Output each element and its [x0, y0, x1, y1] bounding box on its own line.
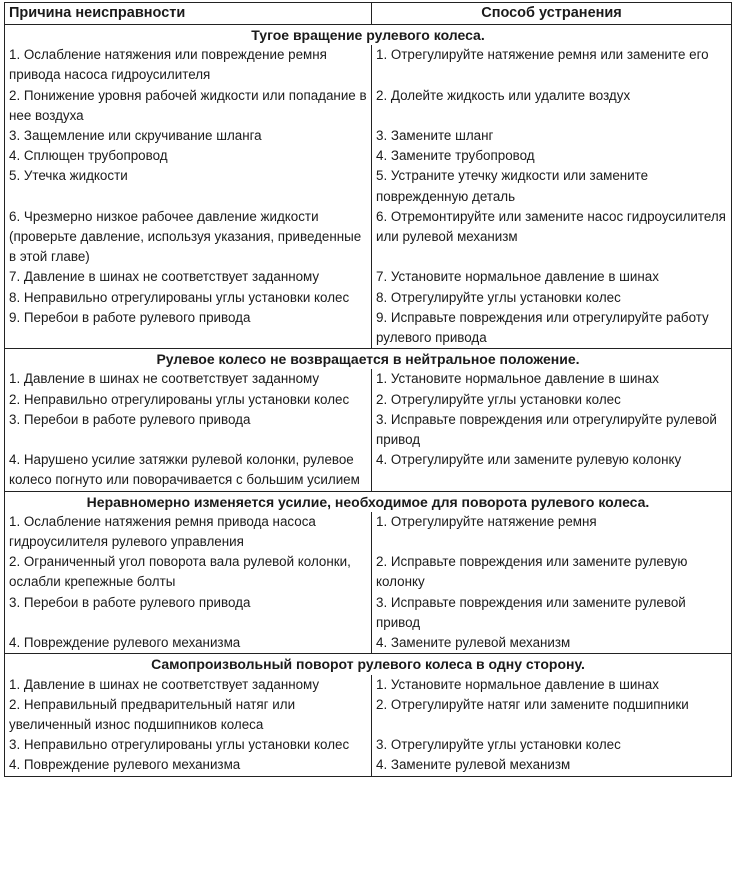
table-row	[5, 755, 732, 776]
table-row	[5, 308, 732, 349]
cause-cell: 4. Нарушено усилие затяжки рулевой колонки, рулевое колесо погнуто или поворачивается с большим усилием	[5, 450, 372, 491]
fix-cell: 3. Исправьте повреждения или отрегулируйте рулевой привод	[372, 410, 732, 450]
section-title: Тугое вращение рулевого колеса.	[5, 25, 732, 46]
table-row	[5, 450, 732, 491]
section-title: Самопроизвольный поворот рулевого колеса в одну сторону.	[5, 654, 732, 675]
fix-cell: 3. Исправьте повреждения или замените рулевой привод	[372, 593, 732, 633]
fix-cell: 2. Исправьте повреждения или замените рулевую колонку	[372, 552, 732, 592]
table-row	[5, 369, 732, 389]
cause-cell: 1. Давление в шинах не соответствует заданному	[5, 369, 372, 389]
table-row	[5, 267, 732, 287]
troubleshooting-table	[4, 2, 732, 777]
table-row	[5, 593, 732, 633]
fix-cell: 2. Отрегулируйте углы установки колес	[372, 390, 732, 410]
cause-cell: 2. Ограниченный угол поворота вала рулевой колонки, ослабли крепежные болты	[5, 552, 372, 592]
fix-cell: 6. Отремонтируйте или замените насос гидроусилителя или рулевой механизм	[372, 207, 732, 268]
table-row	[5, 146, 732, 166]
section-header-row	[5, 349, 732, 370]
table-row	[5, 552, 732, 592]
fix-cell: 2. Долейте жидкость или удалите воздух	[372, 86, 732, 126]
fix-cell: 3. Замените шланг	[372, 126, 732, 146]
cause-cell: 3. Неправильно отрегулированы углы установки колес	[5, 735, 372, 755]
table-row	[5, 390, 732, 410]
cause-cell: 3. Перебои в работе рулевого привода	[5, 593, 372, 633]
cause-cell: 8. Неправильно отрегулированы углы установки колес	[5, 288, 372, 308]
cause-cell: 3. Защемление или скручивание шланга	[5, 126, 372, 146]
fix-cell: 4. Замените рулевой механизм	[372, 633, 732, 654]
cause-cell: 1. Ослабление натяжения или повреждение ремня привода насоса гидроусилителя	[5, 45, 372, 85]
table-row	[5, 410, 732, 450]
fix-cell: 7. Установите нормальное давление в шинах	[372, 267, 732, 287]
cause-cell: 9. Перебои в работе рулевого привода	[5, 308, 372, 349]
table-header-row	[5, 3, 732, 25]
fix-cell: 3. Отрегулируйте углы установки колес	[372, 735, 732, 755]
table-row	[5, 126, 732, 146]
cause-cell: 1. Давление в шинах не соответствует заданному	[5, 675, 372, 695]
table-row	[5, 207, 732, 268]
fix-cell: 1. Установите нормальное давление в шинах	[372, 675, 732, 695]
header-cause: Причина неисправности	[5, 3, 372, 25]
table-row	[5, 512, 732, 552]
cause-cell: 2. Неправильный предварительный натяг или увеличенный износ подшипников колеса	[5, 695, 372, 735]
cause-cell: 3. Перебои в работе рулевого привода	[5, 410, 372, 450]
section-header-row	[5, 25, 732, 46]
fix-cell: 1. Отрегулируйте натяжение ремня или замените его	[372, 45, 732, 85]
cause-cell: 4. Сплющен трубопровод	[5, 146, 372, 166]
fix-cell: 5. Устраните утечку жидкости или замените поврежденную деталь	[372, 166, 732, 206]
section-header-row	[5, 654, 732, 675]
section-title: Рулевое колесо не возвращается в нейтральное положение.	[5, 349, 732, 370]
cause-cell: 2. Неправильно отрегулированы углы установки колес	[5, 390, 372, 410]
fix-cell: 4. Замените рулевой механизм	[372, 755, 732, 776]
section-header-row	[5, 491, 732, 512]
table-row	[5, 633, 732, 654]
header-fix: Способ устранения	[372, 3, 732, 25]
cause-cell: 2. Понижение уровня рабочей жидкости или попадание в нее воздуха	[5, 86, 372, 126]
table-row	[5, 735, 732, 755]
cause-cell: 1. Ослабление натяжения ремня привода насоса гидроусилителя рулевого управления	[5, 512, 372, 552]
cause-cell: 6. Чрезмерно низкое рабочее давление жидкости (проверьте давление, используя указания, приведенные в этой главе)	[5, 207, 372, 268]
fix-cell: 1. Установите нормальное давление в шинах	[372, 369, 732, 389]
fix-cell: 9. Исправьте повреждения или отрегулируйте работу рулевого привода	[372, 308, 732, 349]
fix-cell: 4. Отрегулируйте или замените рулевую колонку	[372, 450, 732, 491]
table-row	[5, 675, 732, 695]
section-title: Неравномерно изменяется усилие, необходимое для поворота рулевого колеса.	[5, 491, 732, 512]
table-row	[5, 86, 732, 126]
fix-cell: 1. Отрегулируйте натяжение ремня	[372, 512, 732, 552]
table-row	[5, 45, 732, 85]
table-row	[5, 166, 732, 206]
cause-cell: 4. Повреждение рулевого механизма	[5, 755, 372, 776]
cause-cell: 5. Утечка жидкости	[5, 166, 372, 206]
table-body	[5, 25, 732, 777]
fix-cell: 2. Отрегулируйте натяг или замените подшипники	[372, 695, 732, 735]
cause-cell: 4. Повреждение рулевого механизма	[5, 633, 372, 654]
fix-cell: 8. Отрегулируйте углы установки колес	[372, 288, 732, 308]
cause-cell: 7. Давление в шинах не соответствует заданному	[5, 267, 372, 287]
table-row	[5, 695, 732, 735]
table-row	[5, 288, 732, 308]
fix-cell: 4. Замените трубопровод	[372, 146, 732, 166]
